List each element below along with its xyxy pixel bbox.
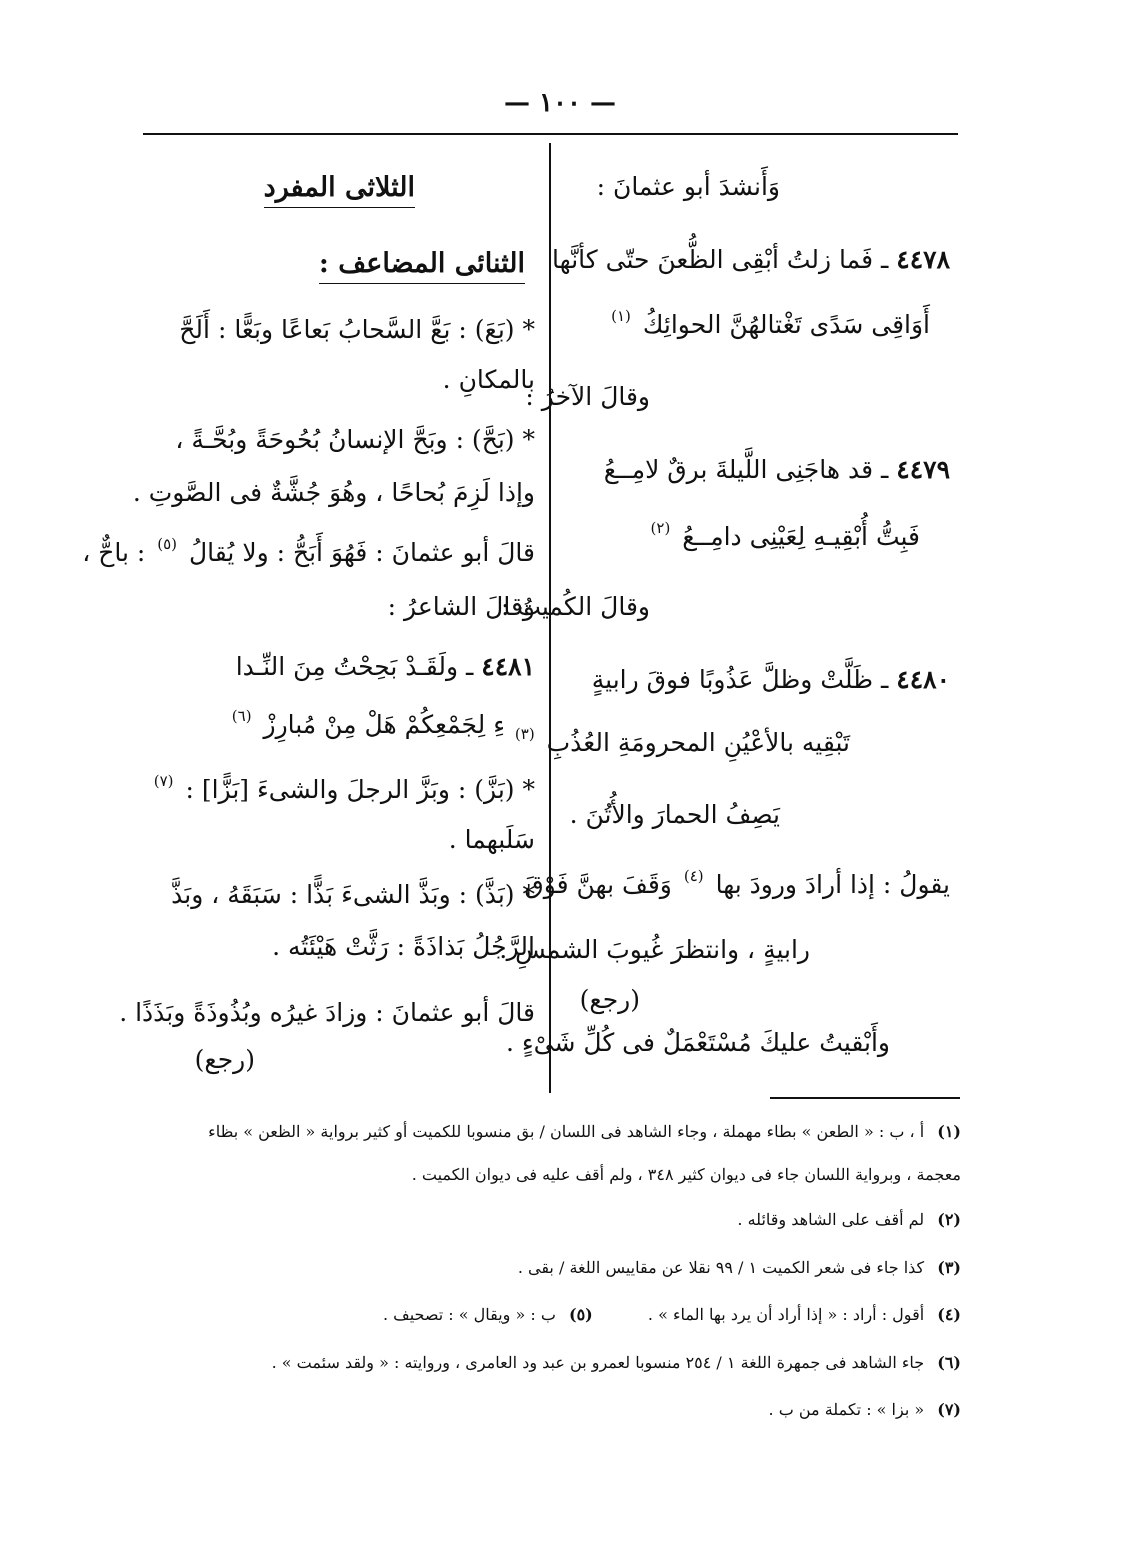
page-number: — ١٠٠ — (503, 88, 617, 118)
entry-line: * (بَحَّ) : وبَحَّ الإنسانُ بُحُوحَةً وبُحَّـةً ، (175, 425, 535, 454)
footnote-number: (٥) (568, 1305, 593, 1324)
entry-line: وإذا لَزِمَ بُحاحًا ، وهُوَ جُشَّةٌ فى الصَّوتِ . (132, 478, 535, 507)
verse-line (552, 245, 950, 274)
footnote-text: أقول : أراد : « إذا أراد أن يرد بها الماء » . (647, 1305, 925, 1324)
return-mark: (رجع) (579, 985, 640, 1014)
verse-text: فَبِتُّ أُبْقِيـهِ لِعَيْنِى دامِــعُ (682, 522, 920, 551)
footnote-rule (770, 1097, 960, 1099)
verse-line (511, 725, 850, 757)
verse-text: ـ قد هاجَنِى اللَّيلةَ برقٌ لامِــعُ (603, 455, 889, 484)
verse-text: أَوَاقِى سَدًى تَغْتالهُنَّ الحوائِكُ (642, 310, 930, 339)
verse-text: ـ ظَلَّتْ وظلَّ عَذُوبًا فوقَ رابيةٍ (591, 665, 889, 694)
footnote (161, 1353, 961, 1372)
text-line: وقالَ الآخرُ : (525, 382, 650, 411)
verse-line (604, 455, 950, 484)
footnote-text: جاء الشاهد فى جمهرة اللغة ١ / ٢٥٤ منسوبا لعمرو بن عبد ود العامرى ، وروايته : « ولقد سئمت » . (271, 1353, 925, 1372)
verse-text: ـ فَما زلتُ أبْقِى الظُّعنَ حتّى كأنَّها (552, 245, 889, 274)
entry-line: الرَّجُلُ بَذاذَةً : رَثَّتْ هَيْئَتُه . (272, 932, 535, 961)
footnote-text: أ ، ب : « الطعن » بطاء مهملة ، وجاء الشاهد فى اللسان / بق منسوبا للكميت أو كثير برواية « الظعن » بظاء (208, 1122, 925, 1141)
footnote-text: لم أقف على الشاهد وقائله . (737, 1210, 925, 1229)
verse-line (228, 707, 505, 739)
entry-line: سَلَبهما . (448, 825, 535, 854)
footnote (161, 1305, 961, 1324)
verse-number: ٤٤٧٩ (896, 455, 950, 484)
text-line: وقالَ الكُميتُ : (500, 592, 650, 621)
entry-line: بالمكانِ . (442, 365, 535, 394)
verse-number: ٤٤٨٠ (896, 665, 950, 694)
verse-line (607, 307, 930, 339)
footnote-number: (٧) (937, 1400, 961, 1419)
footnote-number: (٤) (937, 1305, 961, 1324)
text: قالَ أبو عثمانَ : فَهُوَ أَبَحُّ : ولا يُقالُ (188, 538, 535, 567)
footnote-text: معجمة ، وبرواية اللسان جاء فى ديوان كثير ٣٤٨ ، ولم أقف عليه فى ديوان الكميت . (411, 1165, 961, 1184)
footnote-continuation (161, 1165, 961, 1184)
verse-text: ءِ لِجَمْعِكُمْ هَلْ مِنْ مُبارِزْ (263, 710, 505, 739)
footnote-ref: (٣) (514, 725, 535, 743)
footnote-text: كذا جاء فى شعر الكميت ١ / ٩٩ نقلا عن مقاييس اللغة / بقى . (517, 1258, 925, 1277)
verse-number: ٤٤٧٨ (896, 245, 950, 274)
entry-line: * (بَذَّ) : وبَذَّ الشىءَ بَذًّا : سَبَقَهُ ، وبَذَّ (171, 880, 535, 909)
footnote-ref: (٤) (683, 867, 704, 885)
footnote-number: (٦) (937, 1353, 961, 1372)
verse-line (647, 519, 920, 551)
entry-line (82, 535, 535, 567)
entry-line: * (بَعَ) : بَعَّ السَّحابُ بَعاعًا وبَعًّا : أَلَحَّ (179, 315, 535, 344)
text: وَقَفَ بهنَّ فَوْقَ (524, 870, 672, 899)
footnote-ref: (٥) (157, 535, 178, 553)
text-line (524, 867, 950, 899)
verse-number: ٤٤٨١ (481, 652, 535, 681)
footnote-number: (٣) (937, 1258, 961, 1277)
text: يقولُ : إذا أرادَ ورودَ بها (715, 870, 950, 899)
text-line: يَصِفُ الحمارَ والأُتُنَ . (569, 800, 780, 829)
entry-line (150, 772, 535, 804)
verse-line (592, 665, 950, 694)
subsection-heading: الثنائى المضاعف : (319, 248, 525, 284)
verse-line (236, 652, 535, 681)
footnote-ref: (٢) (650, 519, 671, 537)
footnote-number: (١) (937, 1122, 961, 1141)
footnote-text: ب : « ويقال » : تصحيف . (382, 1305, 556, 1324)
footnote-ref: (٦) (231, 707, 252, 725)
text-line: وأَبْقيتُ عليكَ مُسْتَعْمَلٌ فى كُلِّ شَىْءٍ . (506, 1028, 890, 1057)
verse-text: ـ ولَقَـدْ بَحِحْتُ مِنَ النِّـدا (235, 652, 474, 681)
footnote-ref: (١) (611, 307, 631, 325)
text: : باحٌّ ، (82, 538, 146, 567)
text: * (بَزَّ) : وبَزَّ الرجلَ والشىءَ [بَزًّا] : (185, 775, 535, 804)
entry-line: وقالَ الشاعرُ : (387, 592, 535, 621)
text-line: وَأَنشدَ أبو عثمانَ : (596, 172, 780, 201)
footnote (161, 1210, 961, 1229)
text-line: رابيةٍ ، وانتظرَ غُيوبَ الشمسِ . (499, 935, 810, 964)
footnote (161, 1122, 961, 1141)
return-mark: (رجع) (194, 1045, 255, 1074)
section-heading: الثلاثى المفرد (264, 172, 415, 208)
footnote-text: « بزا » : تكملة من ب . (768, 1400, 925, 1419)
footnote (161, 1400, 961, 1419)
verse-text: تَبْقِيه بالأعْيُنِ المحرومَةِ العُذُبِ (546, 728, 850, 757)
footnote (161, 1258, 961, 1277)
entry-line: قالَ أبو عثمانَ : وزادَ غيرُه وبُذُوذَةً وبَذَذًا . (119, 998, 535, 1027)
footnote-ref: (٧) (153, 772, 174, 790)
header-rule (143, 133, 958, 135)
footnote-number: (٢) (937, 1210, 961, 1229)
